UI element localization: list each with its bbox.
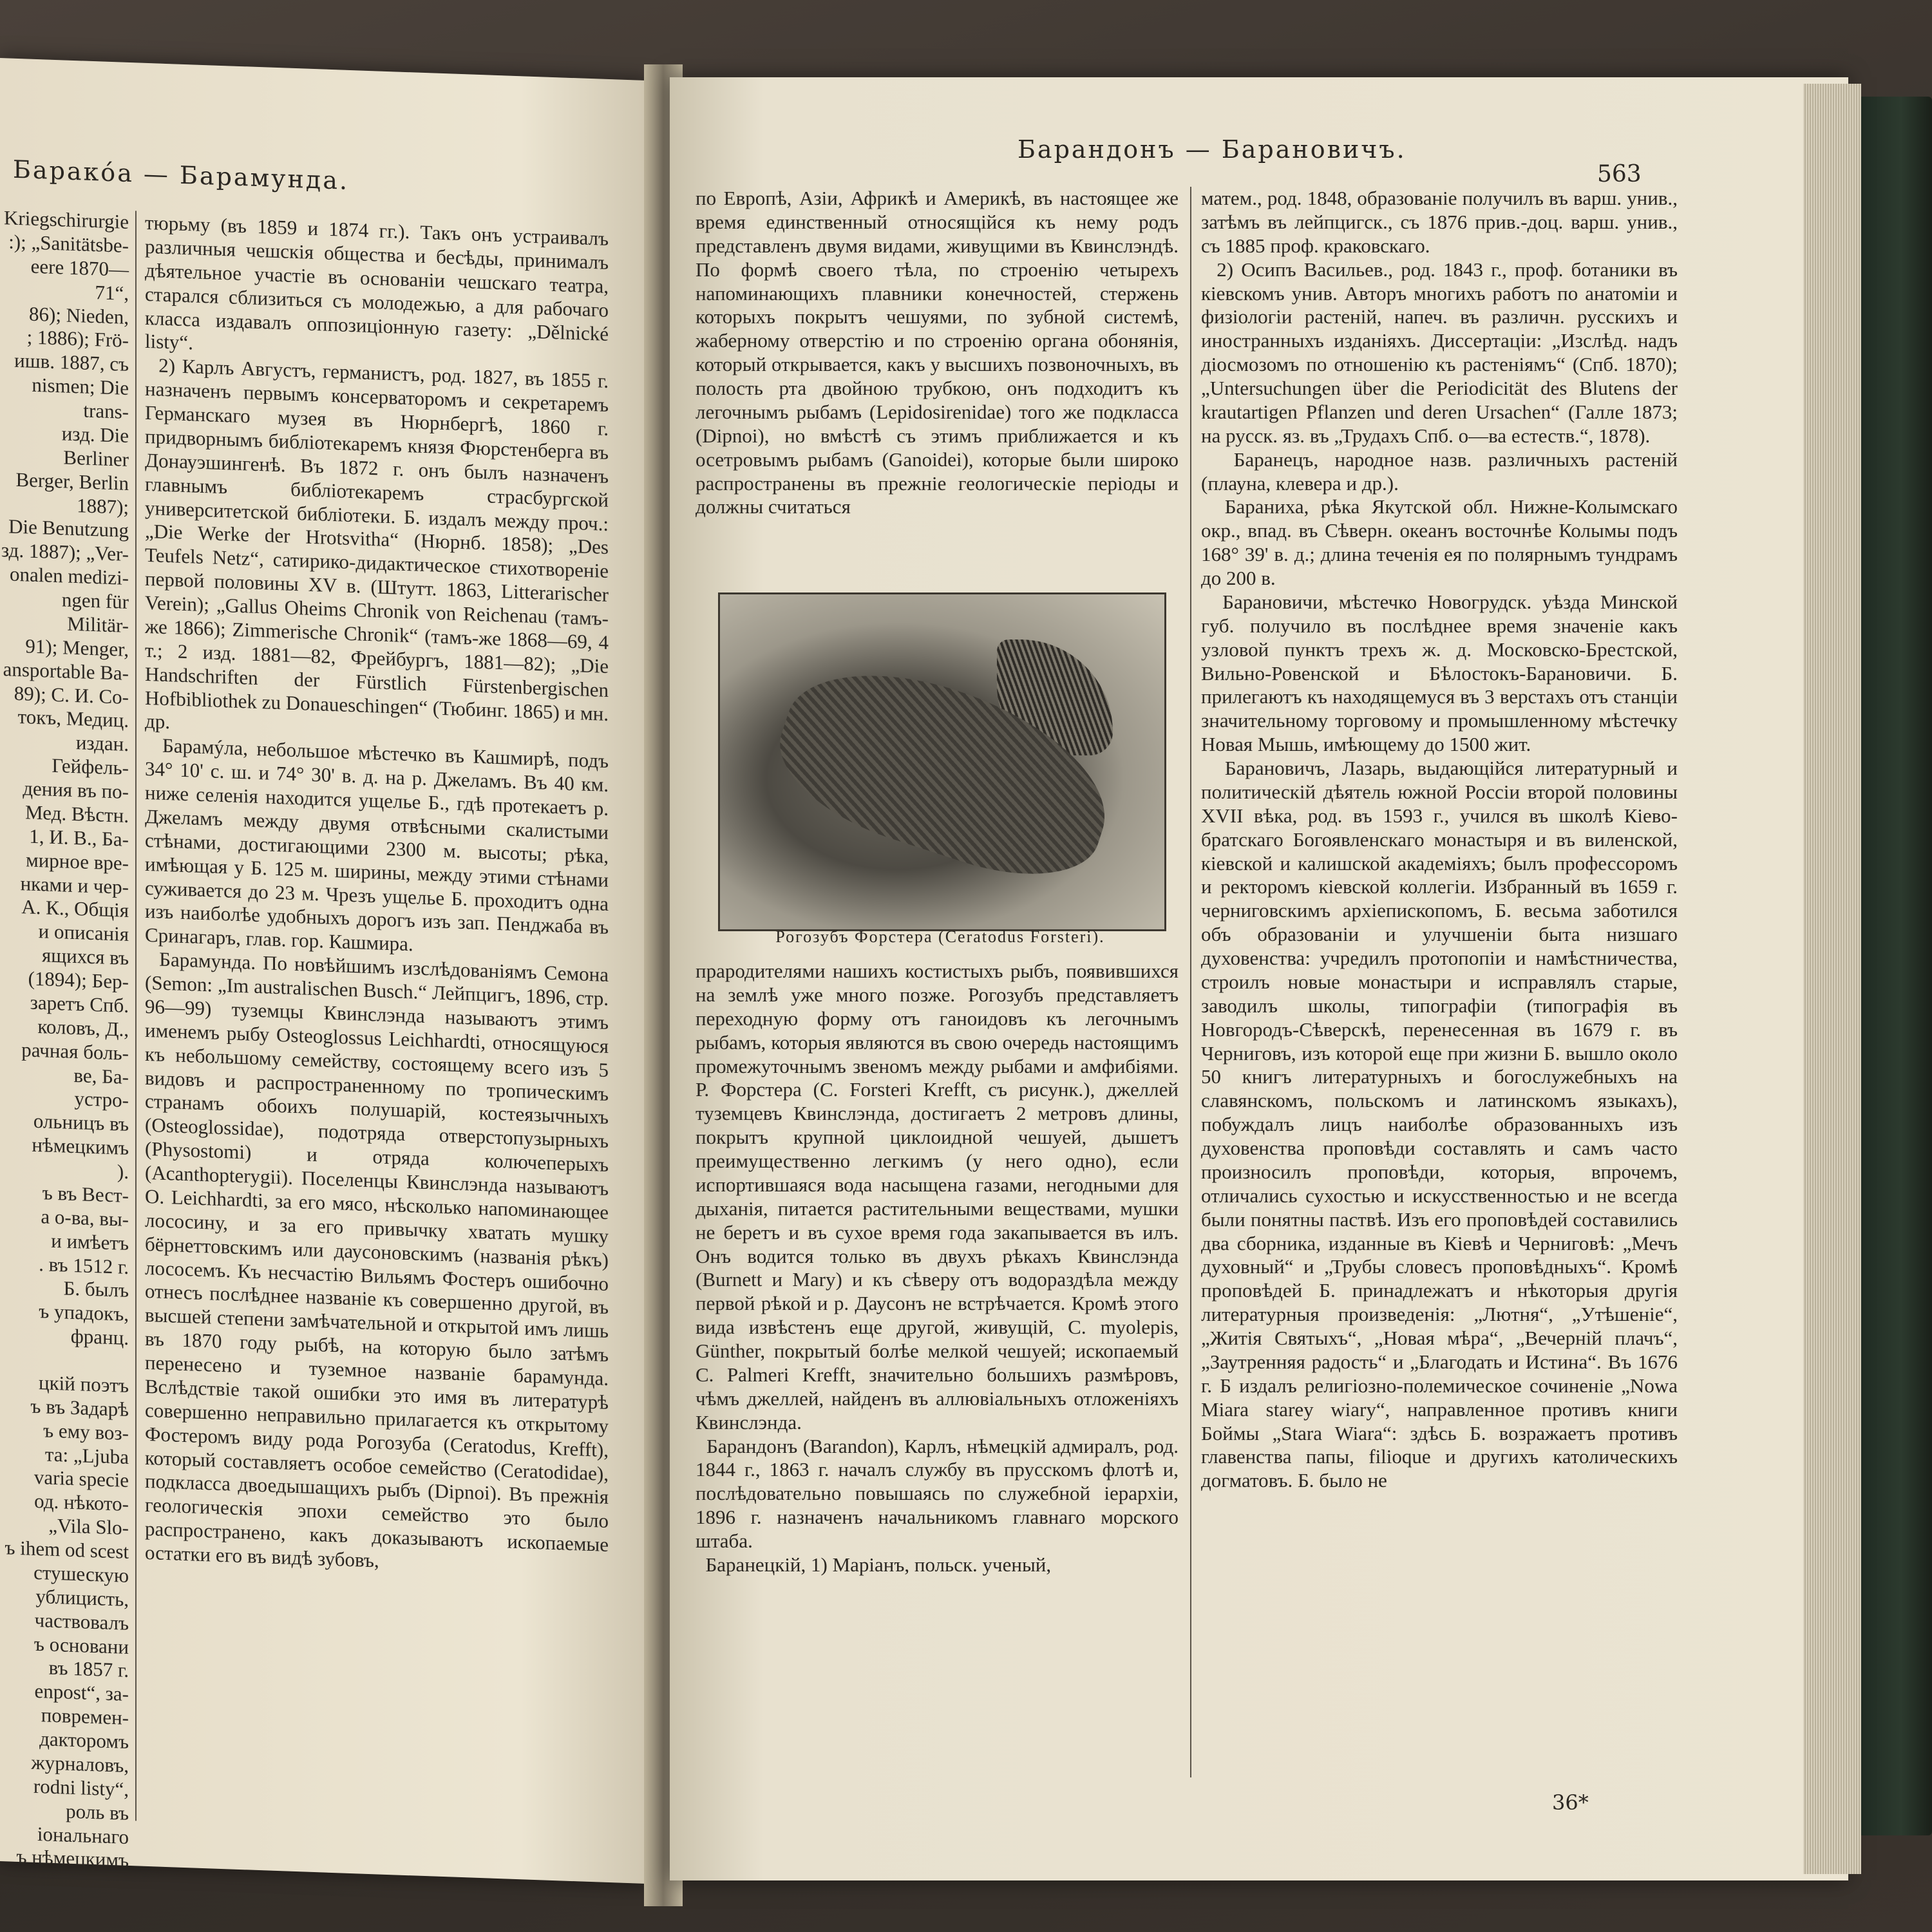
right-running-head: Барандонъ — Барановичъ. xyxy=(1018,135,1406,164)
left-column-rule xyxy=(135,211,137,1821)
right-page-column-1-top: по Европѣ, Азіи, Африкѣ и Америкѣ, въ настоящее же время единственный относящійся къ нему родъ представленъ двумя видами, живущими въ Квинслэндѣ. По формѣ своего тѣла, по строенію четырехъ напоминающихъ плавники конечностей, стержень которыхъ покрытъ чешуями, по зубной системѣ, жаберному отверстію и по строенію органа обонянія, который открывается, какъ у высшихъ позвоночныхъ, въ полость рта двойною трубкою, онъ подходитъ къ легочнымъ рыбамъ (Lepidosirenidae) того же подкласса (Dipnoi), но вмѣстѣ съ этимъ приближается и къ осетровымъ рыбамъ (Ganoidei), которые были широко распространены въ прежніе геологическіе періоды и должны считаться xyxy=(696,187,1184,518)
signature-mark: 36* xyxy=(1552,1790,1589,1815)
page-number: 563 xyxy=(1597,161,1642,187)
right-page xyxy=(670,77,1848,1880)
right-column-rule xyxy=(1190,187,1191,1777)
fish-illustration xyxy=(718,592,1166,931)
left-page-column-2: тюрьму (въ 1859 и 1874 гг.). Такъ онъ устраивалъ различныя чешскія общества и бесѣды, принималъ дѣятельное участіе въ основаніи чешскаго театра, старался сблизиться съ молодежью, а для рабочаго класса издавалъ оппозиціонную газету: „Dělnické listy“. 2) Карлъ Августъ, германистъ, род. 1827, въ 1855 г. назначенъ первымъ консерваторомъ и секретаремъ Германскаго музея въ Нюрнбергѣ, 1860 г. придворнымъ библіотекаремъ князя Фюрстенберга въ Донауэшингенѣ. Въ 1872 г. онъ былъ назначенъ главнымъ библіотекаремъ страсбургской университетской библіотеки. Б. издалъ между проч.: „Die Werke der Hrotsvitha“ (Нюрнб. 1858); „Des Teufels Netz“, сатирико-дидактическое стихотвореніе первой половины XV в. (Штутт. 1863, Litterarischer Verein); „Gallus Oheims Chronik von Reichenau (тамъ-же 1866); Zimmerische Chronik“ (тамъ-же 1868—69, 4 т.; 2 изд. 1881—82, Фрейбургъ, 1881—82); „Die Handschriften der Fürstlich Fürstenbergischen Hofbibliothek zu Donaueschingen“ (Тюбинг. 1865) и мн. др. Барамýла, небольшое мѣстечко въ Кашмирѣ, подъ 34° 10' с. ш. и 74° 30' в. д. на р. Джеламъ. Въ 40 км. ниже селенія находится ущелье Б., гдѣ протекаетъ р. Джеламъ между двумя отвѣсными скалистыми стѣнами, достигающими 2300 м. высоты; рѣка, имѣющая у Б. 125 м. ширины, между этими стѣнами суживается до 23 м. Чрезъ ущелье Б. проходитъ одна изъ наиболѣе удобныхъ дорогъ изъ зап. Пенджаба въ Сринагаръ, глав. гор. Кашмира. Барамунда. По новѣйшимъ изслѣдованіямъ Семона (Semon: „Im australischen Busch.“ Лейпцигъ, 1896, стр. 96—99) туземцы Квинслэнда называютъ этимъ именемъ рыбу Osteoglossus Leichhardti, относящуюся къ небольшому семейству, состоящему всего изъ 5 видовъ и распространенному по тропическимъ странамъ обоихъ полушарій, костеязычныхъ (Osteoglossidae), подотряда отверстопузырныхъ (Physostomi) и отряда колючеперыхъ (Acanthopterygii). Поселенцы Квинслэнда называютъ O. Leichhardti, за его мясо, нѣсколько напоминающее лососину, и за его привычку хватать мушку бёрнеттовскимъ или даусоновскимъ (названія рѣкъ) лососемъ. Къ несчастію Вильямъ Фостеръ ошибочно отнесъ послѣднее названіе къ совершенно другой, въ высшей степени замѣчательной и открытой имъ лишь въ 1870 году рыбѣ, на которую было затѣмъ перенесено и туземное названіе барамунда. Вслѣдствіе такой ошибки это имя въ литературѣ совершенно неправильно прилагается къ открытому Фостеромъ виду рода Рогозуба (Ceratodus, Krefft), который составляетъ особое семейство (Ceratodidae), подкласса двоедышащихъ рыбъ (Dipnoi). Въ прежнія геологическія эпохи семейство это было распространено, какъ доказываютъ ископаемые остатки его въ видѣ зубовъ, xyxy=(145,211,609,1572)
right-page-column-1-bottom: прародителями нашихъ костистыхъ рыбъ, появившихся на землѣ уже много позже. Рогозубъ представляетъ переходную форму отъ ганоидовъ къ легочнымъ рыбамъ, которыя являются въ свою очередь настоящимъ промежуточнымъ звеномъ между рыбами и амфибіями. Р. Форстера (C. Forsteri Krefft, съ рисунк.), джеллей туземцевъ Квинслэнда, достигаетъ 2 метровъ длины, покрытъ крупной циклоидной чешуей, дышетъ преимущественно легкимъ (у него одно), если испортившаяся вода насыщена газами, негодными для дыханія, питается растительными веществами, мушки не беретъ и въ сухое время года закапывается въ илъ. Онъ водится только въ двухъ рѣкахъ Квинслэнда (Burnett и Mary) и къ сѣверу отъ водораздѣла между первой рѣкой и р. Даусонъ не встрѣчается. Кромѣ этого вида извѣстенъ еще другой, живущій, C. myolepis, Günther, покрытый болѣе мелкой чешуей; ископаемый C. Palmeri Krefft, значительно большихъ размѣровъ, чѣмъ джеллей, найденъ въ аллювіальныхъ отложеніяхъ Квинслэнда. Барандонъ (Barandon), Карлъ, нѣмецкій адмиралъ, род. 1844 г., 1863 г. началъ службу въ прусскомъ флотѣ и, послѣдовательно повышаясь по служебной іерархіи, 1896 г. назначенъ начальникомъ главнаго морского штаба. Баранецкій, 1) Маріанъ, польск. ученый, xyxy=(696,960,1179,1576)
book-cover xyxy=(1855,97,1932,1835)
page-edges xyxy=(1803,84,1861,1874)
right-page-column-2: матем., род. 1848, образованіе получилъ въ варш. унив., затѣмъ въ лейпцигск., съ 1876 прив.-доц. варш. унив., съ 1885 проф. краковскаго. 2) Осипъ Васильев., род. 1843 г., проф. ботаники въ кіевскомъ унив. Авторъ многихъ работъ по анатоміи и физіологіи растеній, напеч. въ различн. русскихъ и иностранныхъ изданіяхъ. Диссертаціи: „Изслѣд. надъ діосмозомъ по отношенію къ растеніямъ“ (Спб. 1870); „Untersuchungen über die Periodicität des Blutens der krautartigen Pflanzen und deren Ursachen“ (Галле 1873; на русск. яз. въ „Трудахъ Спб. о—ва естеств.“, 1878). Баранецъ, народное назв. различныхъ растеній (плауна, клевера и др.). Бараниха, рѣка Якутской обл. Нижне-Колымскаго окр., впад. въ Сѣверн. океанъ восточнѣе Колымы подъ 168° 39' в. д.; длина теченія ея по полярнымъ тундрамъ до 200 в. Барановичи, мѣстечко Новогрудск. уѣзда Минской губ. получило въ послѣднее время значеніе какъ узловой пунктъ трехъ ж. д. Московско-Брестской, Вильно-Ровенской и Бѣлостокъ-Барановичи. Б. прилегаютъ къ находящемуся въ 3 верстахъ отъ станціи значительному торговому и промышленному мѣстечку Новая Мышь, имѣющему до 1500 жит. Барановичъ, Лазарь, выдающійся литературный и политическій дѣятель южной Россіи второй половины XVII вѣка, род. въ 1593 г., учился въ школѣ Кіево-братскаго Богоявленскаго монастыря и въ виленской, кіевской и калишской академіяхъ; былъ профессоромъ и ректоромъ кіевской коллегіи. Избранный въ 1659 г. черниговскимъ архіепископомъ, Б. весьма заботился объ образованіи и улучшеніи быта низшаго духовенства: учредилъ протопопіи и намѣстничества, строилъ новые монастыри и исправлялъ старые, заводилъ школы, типографіи (типографія въ Новгородъ-Сѣверскѣ, перенесенная въ 1679 г. въ Черниговъ, изъ которой еще при жизни Б. вышло около 50 книгъ литературныхъ и богослужебныхъ на славянскомъ, польскомъ и латинскомъ языкахъ), побуждалъ лицъ наиболѣе образованныхъ изъ духовенства проповѣди составлять и самъ часто произносилъ проповѣди, которыя, впрочемъ, отличались сухостью и искусственностью и не всегда были понятны паствѣ. Изъ его проповѣдей составились два сборника, изданные въ Кіевѣ и Черниговѣ: „Мечъ духовный“ и „Трубы словесъ проповѣдныхъ“. Кромѣ проповѣдей Б. принадлежатъ и нѣкоторыя другія литературныя произведенія: „Лютня“, „Утѣшеніе“, „Житія Святыхъ“, „Новая мѣра“, „Вечерній плачъ“, „Заутренняя радость“ и „Благодать и Истина“. Въ 1676 г. Б издалъ религіозно-полемическое сочиненіе „Nowa Miara starey wiary“, направленное противъ книги Боймы „Stara Wiara“: здѣсь Б. возражаетъ противъ главенства папы, filioque и другихъ католическихъ догматовъ. Б. было не xyxy=(1201,187,1678,1492)
left-running-head: Баракóа — Барамунда. xyxy=(13,155,349,195)
left-page xyxy=(0,58,650,1884)
left-page-column-1: Kriegschirurgie :); „Sanitätsbe- eere 1870—71“, 86); Nieden, ; 1886); Frö- ишв. 1887, съ nismen; Die trans- изд. Die Berliner Berger, Berlin 1887); Die Benutzung зд. 1887); „Ver- onalen medizi- ngen für Militär- 91); Menger, ansportable Ba- 89); С. И. Со- токъ, Медиц. издан. Гейфель- дения въ по- Мед. Вѣстн. 1, И. В., Ба- мирное вре- нками и чер- А. К., Общія и описанія ящихся въ (1894); Бер- заретъ Спб. коловъ, Д., рачная боль- ве, Ба- устро- ольницъ въ нѣмецкимъ ). ъ въ Вест- а о-ва, вы- и имѣетъ . въ 1512 г. Б. былъ ъ упадокъ, франц. цкій поэтъ ъ въ Задарѣ ъ ему воз- та: „Ljuba varia specie од. нѣкото- „Vila Slo- ъ ihem od scest стушескую ублицисть, частвовалъ ъ основани въ 1857 г. enpost“, за- повремен- дакторомъ журналовъ, rodni listy“, роль въ іональнаго ъ нѣмецкимъ xyxy=(1,206,129,1872)
figure-caption: Рогозубъ Форстера (Ceratodus Forsteri). xyxy=(775,927,1105,946)
